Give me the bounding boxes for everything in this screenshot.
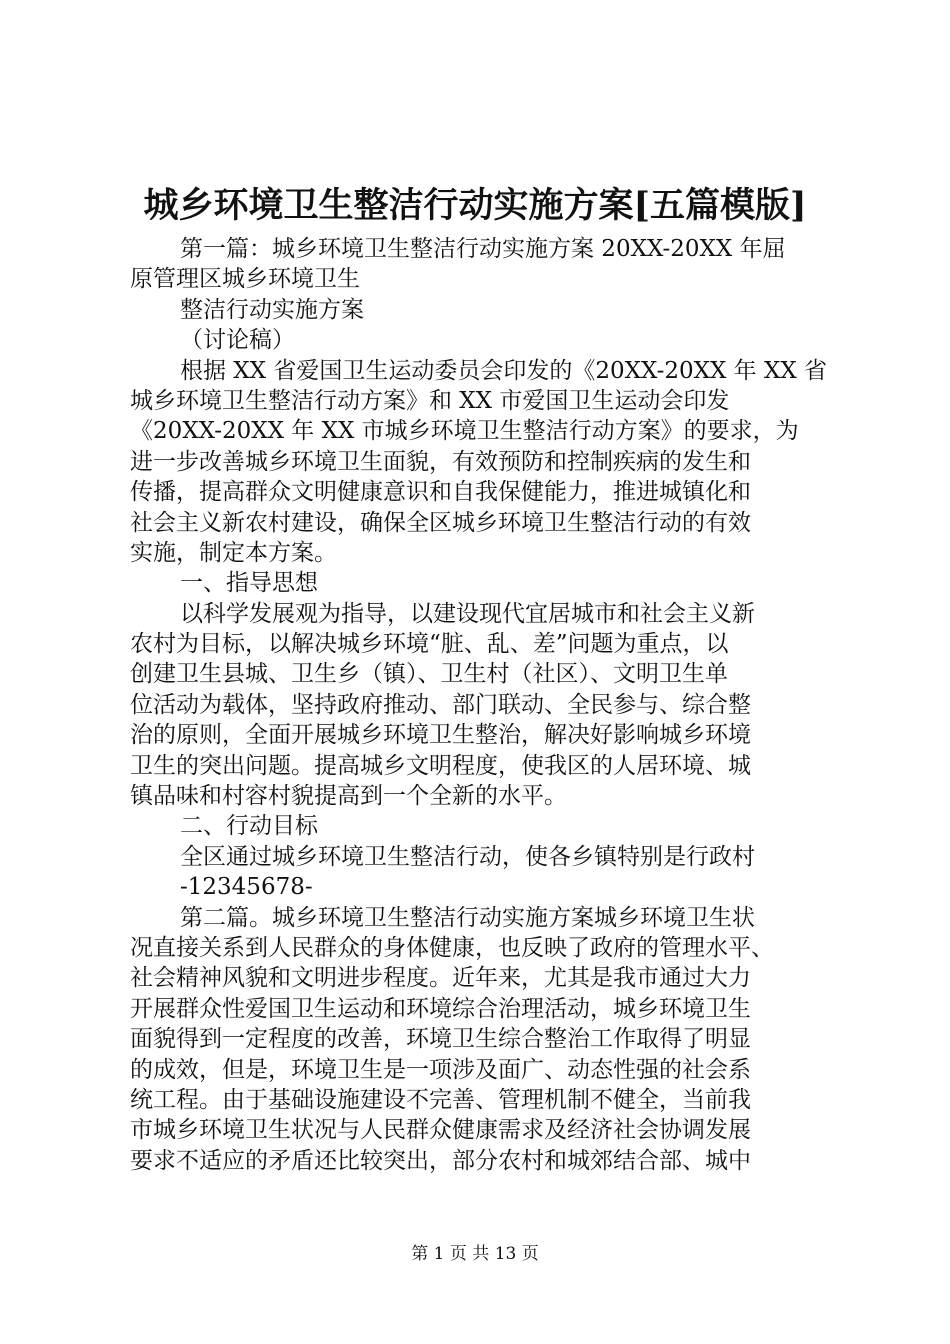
text-line: 第二篇。城乡环境卫生整洁行动实施方案城乡环境卫生状 [180, 904, 755, 931]
text-line: 城乡环境卫生整洁行动方案》和 XX 市爱国卫生运动会印发 [130, 387, 730, 414]
text-line: 以科学发展观为指导，以建设现代宜居城市和社会主义新 [180, 600, 755, 627]
text-line: （讨论稿） [180, 327, 295, 354]
text-line: 二、行动目标 [180, 813, 318, 840]
text-line: 社会精神风貌和文明进步程度。近年来，尤其是我市通过大力 [130, 965, 751, 992]
text-line: 整洁行动实施方案 [180, 296, 364, 323]
text-line: 第一篇：城乡环境卫生整洁行动实施方案 20XX-20XX 年屈 [180, 236, 786, 262]
text-line: 市城乡环境卫生状况与人民群众健康需求及经济社会协调发展 [130, 1117, 751, 1144]
text-line: 社会主义新农村建设，确保全区城乡环境卫生整洁行动的有效 [130, 509, 751, 536]
text-line: 进一步改善城乡环境卫生面貌，有效预防和控制疾病的发生和 [130, 448, 751, 475]
text-line: 镇品味和村容村貌提高到一个全新的水平。 [130, 783, 567, 810]
text-line: 原管理区城乡环境卫生 [130, 266, 360, 293]
page-footer: 第 1 页 共 13 页 [411, 1244, 539, 1264]
text-line: 卫生的突出问题。提高城乡文明程度，使我区的人居环境、城 [130, 752, 751, 779]
text-line: 面貌得到一定程度的改善，环境卫生综合整治工作取得了明显 [130, 1026, 751, 1053]
text-line: 实施，制定本方案。 [130, 539, 337, 566]
text-line: 开展群众性爱国卫生运动和环境综合治理活动，城乡环境卫生 [130, 995, 751, 1022]
text-line: 根据 XX 省爱国卫生运动委员会印发的《20XX-20XX 年 XX 省 [180, 357, 828, 384]
document-title: 城乡环境卫生整洁行动实施方案[五篇模版] [143, 185, 807, 226]
text-line: 况直接关系到人民群众的身体健康，也反映了政府的管理水平、 [130, 934, 774, 961]
text-line: 的成效，但是，环境卫生是一项涉及面广、动态性强的社会系 [130, 1056, 751, 1083]
text-line: 全区通过城乡环境卫生整洁行动，使各乡镇特别是行政村 [180, 843, 755, 870]
text-line: 位活动为载体，坚持政府推动、部门联动、全民参与、综合整 [130, 691, 751, 718]
text-line: 农村为目标，以解决城乡环境“脏、乱、差”问题为重点，以 [130, 631, 729, 658]
text-line: 传播，提高群众文明健康意识和自我保健能力，推进城镇化和 [130, 479, 751, 506]
text-line: 一、指导思想 [180, 570, 318, 597]
text-line: 要求不适应的矛盾还比较突出，部分农村和城郊结合部、城中 [130, 1147, 751, 1174]
text-line: 《20XX-20XX 年 XX 市城乡环境卫生整洁行动方案》的要求，为 [130, 418, 799, 445]
document-body [130, 234, 830, 1176]
text-line: 创建卫生县城、卫生乡（镇）、卫生村（社区）、文明卫生单 [130, 661, 728, 688]
text-line: 治的原则，全面开展城乡环境卫生整治，解决好影响城乡环境 [130, 722, 751, 749]
text-line: -12345678- [180, 874, 313, 901]
text-line: 统工程。由于基础设施建设不完善、管理机制不健全，当前我 [130, 1086, 751, 1113]
